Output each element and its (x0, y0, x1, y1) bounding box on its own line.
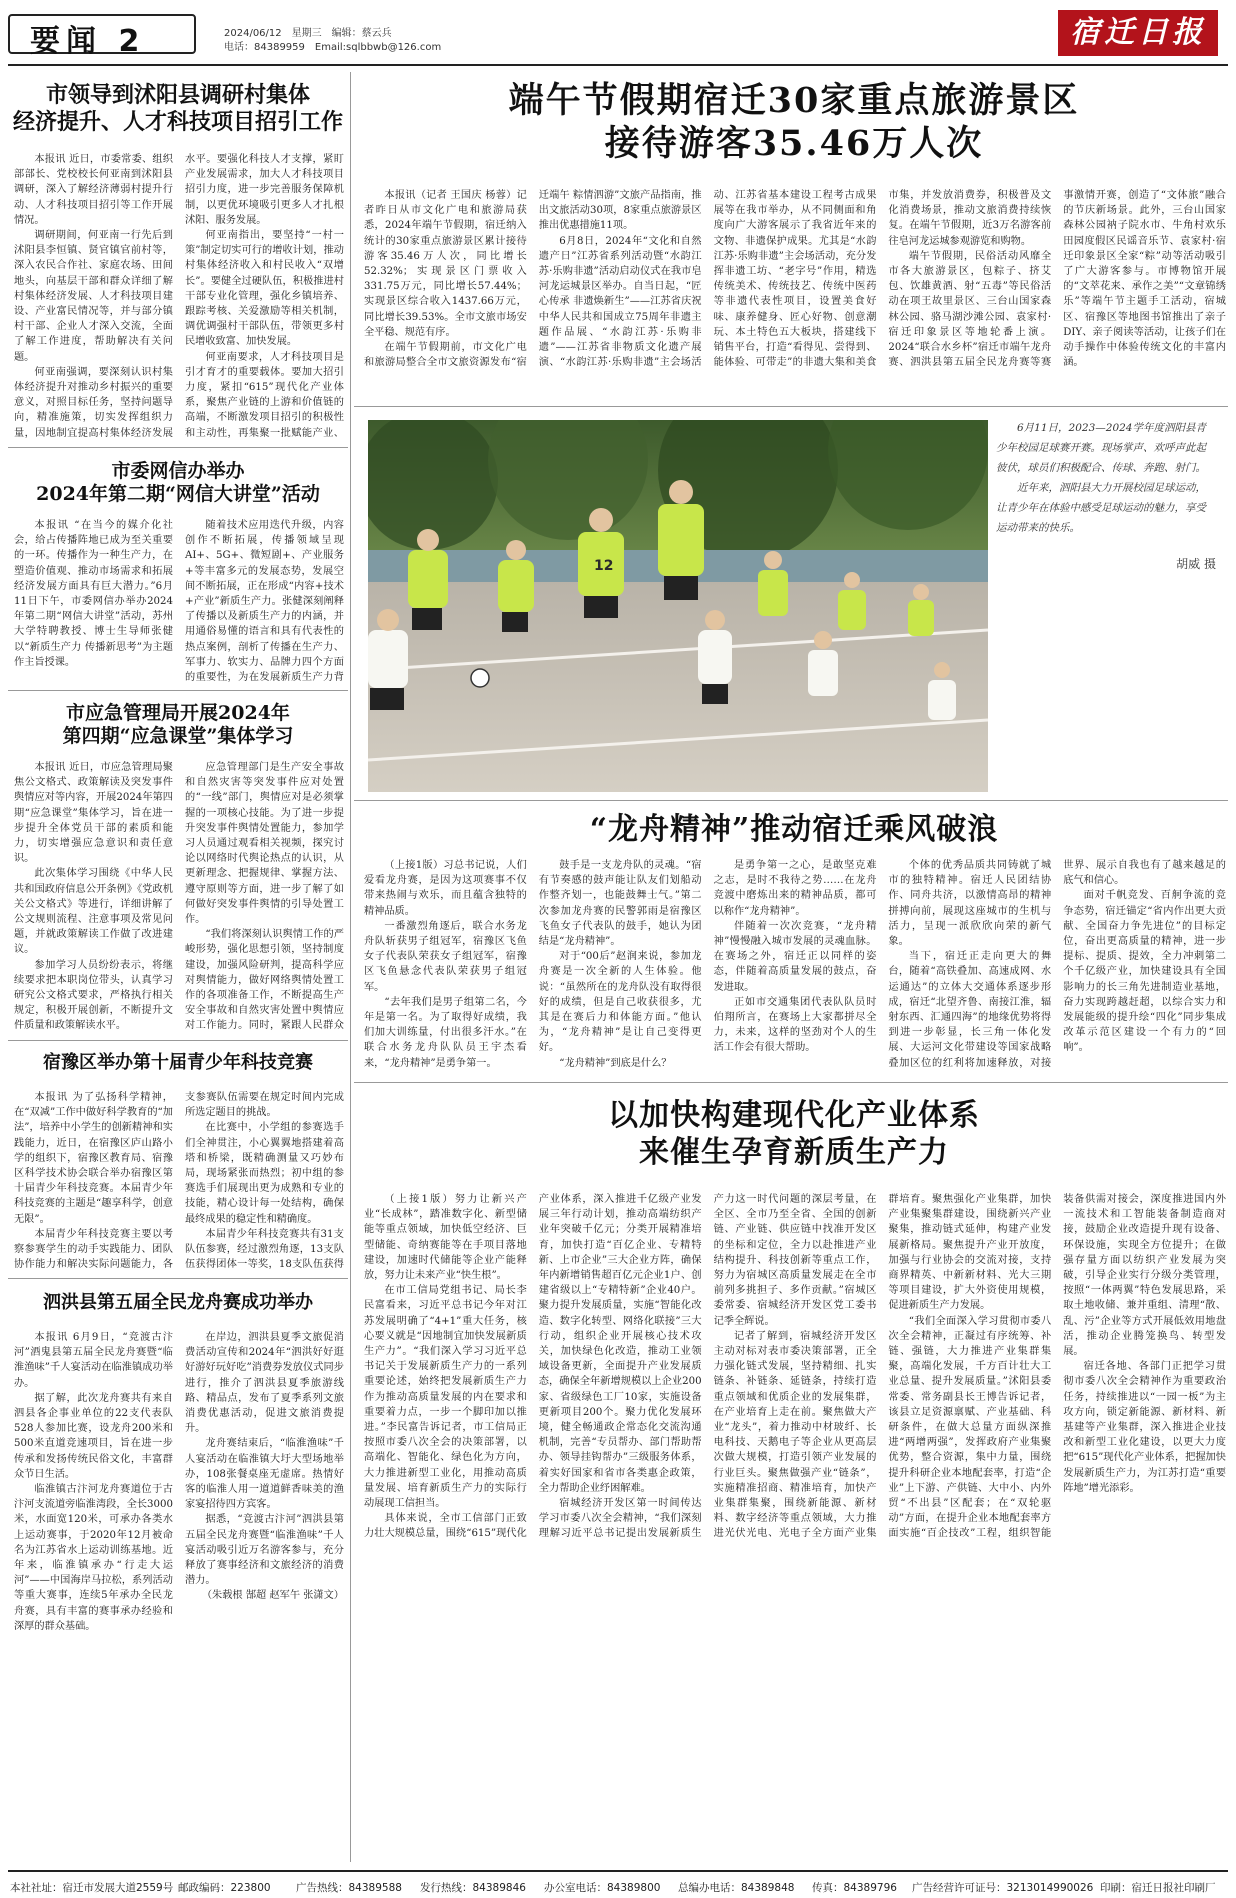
paragraph: 何亚南指出，要坚持“一村一策”制定切实可行的增收计划，推动村集体经济收入和村民收入“双增长”。要健全过硬队伍，积极推进村干部专业化管理，强化乡镇培养、跟踪考核、关爱激励等相关机制，调优调强村干部队伍，带领更多村民增收致富、加快发展。 (185, 230, 344, 348)
paragraph: 调研期间，何亚南一行先后到沭阳县李恒镇、贤官镇官前村等，深入农民合作社、家庭农场、田间地头，向基层干部和群众详细了解村集体经济发展、人才科技项目建设、产业富民情况等，并与部分镇村干部、企业人才深入交流，全面了解工作进度，帮助解决有关问题。 (14, 230, 173, 363)
paragraph: 当下，宿迁正走向更大的舞台，随着“高铁叠加、高速成网、水运通达”的立体大交通体系逐步形成，宿迁“北望齐鲁、南接江淮，辐射东西、汇通四海”的地缘优势将得到进一步彰显，长三角一体化发展、大运河文化带建设等国家战略叠加区位的红利将加速释放，对接世界、展示自我也有了越来越足的底气和信心。 (888, 860, 1226, 1069)
paragraph: （上接1版）努力让新兴产业“长成林”，踏准数字化、新型储能等重点领域，加快低空经济、巨型储能、奇纳赛能等在手项目落地建设，加速时代储能等企业产能释放，努力让未来产业“快生根”。 (364, 1194, 527, 1282)
paragraph: 参加学习人员纷纷表示，将继续要求把本职岗位带头，认真学习研究公文格式要求，严格执行相关规定，积极开展创新，不断提升文件质量和政策解读水平。 (14, 959, 173, 1032)
paragraph: 伴随着一次次竞赛，“龙舟精神”慢慢融入城市发展的灵魂血脉。在赛场之外，宿迁正以同样的姿态，伴随着高质量发展的鼓点，奋发进取。 (713, 920, 877, 993)
headline-network-line2: 2024年第二期“网信大讲堂”活动 (36, 483, 320, 506)
caption-paragraph: 近年来，泗阳县大力开展校园足球运动，让青少年在体验中感受足球运动的魅力，享受运动带来的快乐。 (996, 482, 1206, 534)
footer-ad-license: 广告经营许可证号：3213014990026 (912, 1882, 1094, 1894)
paragraph: “去年我们是男子组第二名，今年是第一名。为了取得好成绩，我们加大训练量，付出很多汗水。”在联合水务龙舟队队员王宇杰看来，“龙舟精神”是勇争第一。 (364, 996, 527, 1069)
paragraph: 鼓手是一支龙舟队的灵魂。“宿有节奏感的鼓声能让队友们划船动作整齐划一，也能鼓舞士气。”第二次参加龙舟赛的民警郭雨是宿豫区飞鱼女子代表队的鼓手，她认为团结是“龙舟精神”。 (538, 860, 702, 948)
headline-tourism-line2: 接待游客35.46万人次 (604, 122, 984, 164)
photo-credit: 胡威 摄 (1176, 557, 1216, 571)
jersey-number: 12 (594, 558, 614, 574)
article-emergency-body (14, 760, 344, 1036)
headline-network-line1: 市委网信办举办 (111, 460, 245, 482)
footer-editorial: 总编办电话：84389848 (678, 1882, 795, 1894)
headline-rural-line2: 经济提升、人才科技项目招引工作 (12, 108, 343, 135)
paragraph: “我们全面深入学习贯彻市委八次全会精神，正凝过有序统筹、补链、强链，大力推进产业集群集聚，高端化发展，千方百计壮大工业总量、提升发展质量。”沭阳县委常委、常务副县长王博告诉记者，该县立足资源禀赋、产业基础、科研条件，在做大总量方面纵深推进“两增两强”，发挥政府产业集聚优势，整合资源，集中力量，围绕提升科研企业本地配套率，打造“企业”上下游、产供链、大中小、内外贸“不出县”区配套；在“双轮驱动”方面，在提升企业本地配套率方面实施“百企技改”工程，组织智能装备供需对接会，深度推进国内外一流技术和工智能装备制造商对接，鼓励企业改造提升现有设备、环保设施，实现全方位提升；在做强存量方面以纺织产业发展为突破，引导企业实行分级分类管理，按照“一体两翼”特色发展思路，采取土地收储、兼并重组、清理“散、乱、污”企业等方式开展低效用地盘活，推动企业腾笼换鸟、转型发展。 (888, 1194, 1226, 1540)
headline-emergency (10, 702, 346, 748)
headline-network (10, 460, 346, 506)
headline-industry (360, 1098, 1228, 1171)
headline-rural (10, 82, 346, 136)
paragraph: 此次集体学习围绕《中华人民共和国政府信息公开条例》《党政机关公文格式》等进行，详细讲解了公文规则流程、注意事项及常见问题，并就政策解读工作做了改进建议。 (14, 868, 173, 956)
divider-network (8, 690, 348, 691)
paragraph: 在比赛中，小学组的参赛选手们全神贯注，小心翼翼地搭建着高塔和桥梁，既精确测量又巧妙布局，现场紧张而热烈；初中组的参赛选手们展现出更为成熟和专业的技能，精心设计每一处结构，确保最终成果的稳定性和精确度。 (185, 1122, 344, 1225)
headline-emergency-line1: 市应急管理局开展2024年 (66, 702, 290, 724)
divider-tourism (354, 406, 1228, 407)
article-dragon-spirit-body (364, 858, 1226, 1080)
divider-science (8, 1278, 348, 1279)
article-industry-body (364, 1192, 1226, 1864)
page-header (0, 0, 1236, 64)
headline-tourism-line1: 端午节假期宿迁30家重点旅游景区 (508, 80, 1080, 121)
paragraph: 本报讯（记者 王国庆 杨蓉）记者昨日从市文化广电和旅游局获悉，2024年端午节假期，宿迁纳入统计的30家重点旅游景区累计接待游客35.46万人次，同比增长52.32%；实现景区门票收入331.75万元，同比增长57.44%；实现景区综合收入1437.66万元，同比增长39.53%。全市文旅市场安全平稳、规范有序。 (364, 190, 527, 338)
footer-fax: 传真：84389796 (812, 1882, 897, 1894)
footer-ad-hotline: 广告热线：84389588 (296, 1882, 402, 1894)
masthead-logo: 宿迁日报 (1058, 10, 1218, 56)
paragraph: 面对千帆竞发、百舸争流的竞争态势，宿迁锚定“省内作出更大贡献、全国奋力争先进位”的目标定位，奋出更高质量的精神，进一步提标、提质、提效，全力冲刺第二个千亿级产业，加快建设具有全国影响力的长三角先进制造业基地，奋力实现跨越赶超，以综合实力和发展能级的提升绘“四化”同步集成改革示范区建设一个有力的“回响”。 (1063, 890, 1226, 1054)
paragraph: 一番激烈角逐后，联合水务龙舟队斩获男子组冠军，宿豫区飞鱼女子代表队荣获女子组冠军，宿豫区飞鱼悬念代表队荣获男子组冠军。 (364, 920, 527, 993)
paragraph: 临淮镇古汴河龙舟赛道位于古汴河支流道旁临淮湾段，全长3000米，水面宽120米，可承办各类水上运动赛事，于2020年12月被命名为江苏省水上运动训练基地。近年来，临淮镇承办“行走大运河”——中国海岸马拉松，系列活动等重大赛事，连续5年承办全民龙舟赛，具有丰富的赛事承办经验和深厚的群众基础。 (14, 1484, 173, 1632)
headline-dragon-spirit: “龙舟精神”推动宿迁乘风破浪 (589, 812, 999, 847)
paragraph: 在市工信局党组书记、局长李民富看来，习近平总书记今年对江苏发展明确了“4+1”重大任务，核心要义就是“因地制宜加快发展新质生产力”。“我们深入学习习近平总书记关于发展新质生产力的一系列重要论述，始终把发展新质生产力作为推动高质量发展的内在要求和重要着力点，一步一个脚印加以推进。”李民富告诉记者，市工信局正按照市委八次全会的决策部署，以高端化、智能化、绿色化为方向，大力推进新型工业化，用推动高质量发展、培育新质生产力的实际行动展现工信担当。 (364, 1285, 527, 1510)
paragraph: 本报讯 “在当今的媒介化社会，给占传播阵地已成为至关重要的一环。传播作为一种生产力，在塑造价值观、推动市场需求和拓展经济发展方面具有巨大潜力。”6月11日下午，市委网信办举办2024年第二期“网信大讲堂”活动，苏州大学特聘教授、博士生导师张健以“新质生产力 传播新思考”为主题作主旨授课。 (14, 520, 173, 668)
photo-caption (996, 418, 1216, 778)
headline-tourism (360, 80, 1228, 165)
paragraph: 记者了解到，宿城经济开发区主动对标对表市委决策部署，正全力强化链式发展，坚持精细、扎实链条、补链条、延链条，持续打造重点领域和优质企业的发展集群，在产业培育上走在前。聚焦做大产业“龙头”，着力推动中材玻纤、长电科技、天鹅电子等企业从更高层次做大规模，打造引领产业发展的行业巨头。聚焦做强产业“链条”，实施精准招商、精准培育，加快产业集群集聚，围绕新能源、新材料、数字经济等重点领域，大力推进光伏光电、光电子全方面产业集群培育。聚焦强化产业集群，加快产业集聚集群建设，围绕新兴产业聚集，推动链式延伸，构建产业发展新格局。聚焦提升产业开放度，加强与行业协会的交流对接，支持商界精英、中新新材料、光大三期等项目建设，扩大外资使用规模，促进新质生产力发展。 (713, 1194, 1052, 1540)
section-label: 要闻 2 (30, 24, 146, 59)
paragraph: 对于“00后”赵润来说，参加龙舟赛是一次全新的人生体验。他说：“虽然所在的龙舟队没有取得很好的成绩，但是自己收获很多，尤其是在赛后力和体能方面。”他认为，“龙舟精神”是让自己变得更好。 (538, 951, 702, 1054)
footer-office: 办公室电话：84389800 (544, 1882, 661, 1894)
paragraph: 何亚南强调，要深刻认识村集体经济提升对推动乡村振兴的重要意义，对照目标任务，坚持问题导向，精准施策，切实发挥组织力量，因地制宜提高村集体经济发展水平。要强化科技人才支撑，紧盯产业发展需求，加大人才科技项目招引力度，进一步完善服务保障机制，以更优环境吸引更多人才扎根沭阳、服务发展。 (14, 154, 344, 439)
article-network-body (14, 518, 344, 688)
divider-emergency (8, 1040, 348, 1041)
paragraph: 本届青少年科技竞赛主要以考察参赛学生的动手实践能力、团队协作能力和解决实际问题能力，各支参赛队伍需要在规定时间内完成所选定题目的挑战。 (14, 1092, 344, 1271)
paragraph: “龙舟精神”到底是什么？ (559, 1057, 672, 1069)
paragraph: “我们将深刻认识舆情工作的严峻形势，强化思想引领，坚持制度建设，加强风险研判，提高科学应对舆情能力，做好网络舆情处置工作的各项准备工作，不断提高生产安全事故和自然灾害处置中舆情应对工作能力。同时，紧跟人民群众 (185, 929, 344, 1032)
footer-address: 本社社址：宿迁市发展大道2559号 (10, 1882, 174, 1894)
paragraph: 本报讯 近日，市委常委、组织部部长、党校校长何亚南到沭阳县调研，深入了解经济薄弱村提升行动、人才科技项目招引等工作开展情况。 (14, 154, 173, 226)
page-footer (0, 1874, 1236, 1898)
divider-photo (354, 800, 1228, 801)
headline-science: 宿豫区举办第十届青少年科技竞赛 (43, 1052, 313, 1073)
paragraph: 端午节假期，民俗活动风靡全市各大旅游景区，包粽子、挤艾包、饮雄黄酒、射“五毒”等民俗活动在项王故里景区、三台山国家森林公园、骆马湖沙滩公园、袁家村·宿迁印象景区等地轮番上演。2024“联合水乡杯”宿迁市端午龙舟赛、泗洪县第五届全民龙舟赛等赛事激情开赛，创造了“文体旅”融合的节庆新场景。此外，三台山国家森林公园衲子院水市、牛角村欢乐田园度假区民谣音乐节、袁家村·宿迁印象景区全家“粽”动等活动吸引了广大游客参与。市博物馆开展的“文萃花来、承作之美”“文章锦绣乐”等端午节主题手工活动，宿城区、宿豫区等地图书馆推出了亲子DIY、亲子阅读等活动，让孩子们在动手操作中体验传统文化的丰富内涵。 (888, 190, 1226, 369)
football-photo (368, 420, 988, 792)
headline-rural-line1: 市领导到沭阳县调研村集体 (45, 82, 310, 108)
byline: （朱载根 郜超 赵军午 张潇文） (201, 1590, 344, 1602)
paragraph: 在岸边，泗洪县夏季文旅促消费活动宣传和2024年“泗洪好好逛 好游好玩好吃”消费券发放仪式同步进行，推介了泗洪县夏季旅游线路、精品点，发布了夏季系列文旅消费优惠活动，促进文旅消费提升。 (185, 1332, 344, 1435)
paragraph: 具体来说，全市工信部门正致力壮大规模总量，围绕“615”现代化产业体系，深入推进千亿级产业发展三年行动计划，推动高端纺织产业年突破千亿元；分类开展精准培育，加快打造“百亿企业、专精特新、上市企业”三大企业方阵，确保年内新增销售超百亿元企业1户、创建省级以上“专精特新”企业40户。聚力提升发展质量，实施“智能化改造、数字化转型、网络化联接”三大行动，组织企业开展核心技术攻关，加快绿色化改造，推动工业领域设备更新，全面提升产业发展质态，确保全年新增规模以上企业200家、省级绿色工厂10家，实施设备更新项目200个。聚力优化发展环境，健全畅通政企常态化交流沟通机制，完善“专员帮办、部门帮助帮办、领导挂钩帮办”三级服务体系，着实好国家和省市各类惠企政策，全力帮助企业纾困解难。 (364, 1194, 702, 1540)
contact-line: 电话：84389959 Email:sqlbbwb@126.com (224, 42, 442, 53)
paragraph: 龙舟赛结束后，“临淮渔味”千人宴活动在临淮镇大圩大型场地举办，108张餐桌座无虚席。热情好客的临淮人用一道道鲜香味美的渔家宴招待四方宾客。 (185, 1438, 344, 1511)
caption-paragraph: 6月11日，2023—2024学年度泗阳县青少年校园足球赛开赛。现场掌声、欢呼声此起彼伏，球员们积极配合、传球、奔跑、射门。 (996, 422, 1206, 474)
paragraph: 随着技术应用迭代升级，内容创作不断拓展，传播领域呈现AI+、5G+、微短剧+、产业服务+等丰富多元的发展态势，发展空间不断拓展，正在形成“内容+技术+产业”新质生产力。张健深刻阐释了传播以及新质生产力的内涵，并用通俗易懂的语言和具有代表性的热点案例，剖析了传播在生产力、军事力、软实力、品牌力四个方面的重要性，为在发展新质生产力背 (185, 520, 344, 684)
paragraph: 本报讯 6月9日，“竞渡古汴河”酒鬼县第五届全民龙舟赛暨“临淮渔味”千人宴活动在临淮镇成功举办。 (14, 1332, 173, 1389)
football-photo-illustration (368, 420, 988, 792)
article-rural-body (14, 152, 344, 444)
date-line: 2024/06/12 星期三 编辑：蔡云兵 (224, 28, 392, 39)
paragraph: 本报讯 近日，市应急管理局聚焦公文格式、政策解读及突发事件舆情应对等内容，开展2024年第四期“应急课堂”集体学习，旨在进一步提升全体党员干部的素质和能力，切实增强应急意识和责任意识。 (14, 762, 173, 865)
article-tourism-body (364, 188, 1226, 402)
paragraph: （上接1版）习总书记说，人们爱看龙舟赛，是因为这项赛事不仅带来热闹与欢乐，而且蕴含独特的精神品质。 (364, 860, 527, 917)
paragraph: 宿迁各地、各部门正把学习贯彻市委八次全会精神作为重要政治任务，持续推进以“一园一板”为主攻方向，锁定新能源、新材料、新基建等产业集群，深入推进企业技改和新型工业化建设，以更大力度把“615”现代化产业体系，把握加快发展新质生产力，为江苏打造“重要阵地”增光添彩。 (1063, 1361, 1226, 1494)
header-divider (8, 64, 1228, 66)
paragraph: 宿城经济开发区第一时间传达学习市委八次全会精神，“我们深刻理解习近平总书记提出发展新质生产力这一时代问题的深层考量，在全区、全市乃至全省、全国的创新链、产业链、供应链中找准开发区的坐标和定位，全力以赴推进产业结构提升、科技创新等重点工作，努力为宿城区高质量发展走在全市前列多挑担子、多作贡献。”宿城区委常委、宿城经济开发区党工委书记季全辉说。 (538, 1194, 877, 1540)
paragraph: 本报讯 为了弘扬科学精神，在“双减”工作中做好科学教育的“加法”，培养中小学生的创新精神和实践能力，近日，在宿豫区庐山路小学的组织下，宿豫区教育局、宿豫区科学技术协会联合举办宿豫区第十届青少年科技竞赛。本届青少年科技竞赛的主题是“趣享科学，创意无限”。 (14, 1092, 173, 1225)
footer-printer: 印刷：宿迁日报社印刷厂 (1100, 1882, 1216, 1894)
paragraph: 在端午节假期前，市文化广电和旅游局整合全市文旅资源发布“宿迁端午 粽情泗游”文旅产品指南，推出文旅活动30项，8家重点旅游景区推出优惠措施11项。 (364, 190, 702, 369)
paragraph: 正如市交通集团代表队队员时伯翔所言，在赛场上大家都拼尽全力，未来，这样的坚劲对个人的生活工作会有很大帮助。 (713, 996, 877, 1054)
article-dragon-boat-race-body (14, 1330, 344, 1864)
headline-industry-line2: 来催生孕育新质生产力 (639, 1134, 949, 1170)
left-column-divider (350, 72, 351, 1862)
footer-divider (8, 1870, 1228, 1872)
paragraph: 本届青少年科技竞赛共有31支队伍参赛，经过激烈角逐，13支队伍获得团体一等奖，18支队伍获得 (185, 1228, 344, 1271)
footer-distribution: 发行热线：84389846 (420, 1882, 526, 1894)
paragraph: 何亚南要求，人才科技项目是引才育才的重要载体。要加大招引力度，紧扣“615”现代化产业体系，聚焦产业链的上游和价值链的高端，不断激发项目招引的积极性和主动性，再集聚一批赋能产业、 (185, 351, 344, 439)
paragraph: 据悉，“竞渡古汴河”泗洪县第五届全民龙舟赛暨“临淮渔味”千人宴活动吸引近万名游客参与，充分释放了赛事经济和文旅经济的消费潜力。 (185, 1514, 344, 1587)
divider-dragon-spirit (354, 1082, 1228, 1083)
paragraph: 据了解，此次龙舟赛共有来自泗县各企事业单位的22支代表队528人参加比赛，设龙舟200米和500米直道竞速项目，旨在进一步传承和发扬传统民俗文化，丰富群众节日生活。 (14, 1392, 173, 1480)
paragraph: 个体的优秀品质共同铸就了城市的独特精神。宿迁人民团结协作、同舟共济，以激情高昂的精神拼搏向前，展现这座城市的生机与活力，呈现一派欣欣向荣的新气象。 (888, 860, 1052, 948)
article-science-body (14, 1090, 344, 1274)
paragraph: 应急管理部门是生产安全事故和自然灾害等突发事件应对处置的“一线”部门，舆情应对是必须掌握的一项核心技能。为了进一步提升突发事件舆情处置能力，参加学习人员通过观看相关视频，探究讨论以网络时代舆论热点的认识，从更新理念、把握规律、掌握方法、遵守原则等方面，进一步了解了如何做好突发事件舆情的引导处置工作。 (185, 762, 344, 926)
paragraph: 6月8日，2024年“文化和自然遗产日”江苏省系列活动暨“水韵江苏·乐购非遗”活动启动仪式在我市皂河龙运城景区举办。自当日起，“匠心传承 非遗焕新生”——江苏省庆祝中华人民共和国成立75周年非遗主题作品展、“水韵江苏·乐购非遗”——江苏省非物质文化遗产展演、“水韵江苏·乐购非遗”主会场活动、江苏省基本建设工程考古成果展等在我市举办，从不同侧面和角度向广大游客展示了我省近年来的文物、非遗保护成果。尤其是“水韵江苏·乐购非遗”主会场活动，充分发挥非遗工坊、“老字号”作用，精选传统美术、传统技艺、传统中医药等非遗代表性项目，设置美食好味、康养健身、匠心好物、创意潮玩、本土特色五大板块，搭建线下销售平台，打造“看得见、尝得到、能体验、可带走”的非遗大集和美食市集，并发放消费券，积极普及文化消费场景，推动文旅消费持续恢复。在端午节假期，近3万名游客前往皂河龙运城参观游览和购物。 (538, 190, 1052, 369)
paragraph: 是勇争第一之心，是敢坚克难之志，是时不我待之势……在龙舟竞渡中磨炼出来的精神品质，都可以称作“龙舟精神”。 (713, 860, 877, 917)
footer-postcode: 邮政编码：223800 (178, 1882, 271, 1894)
headline-emergency-line2: 第四期“应急课堂”集体学习 (62, 725, 294, 748)
headline-dragon-boat-race: 泗洪县第五届全民龙舟赛成功举办 (43, 1292, 313, 1313)
divider-rural (8, 447, 348, 448)
headline-industry-line1: 以加快构建现代化产业体系 (608, 1098, 980, 1133)
